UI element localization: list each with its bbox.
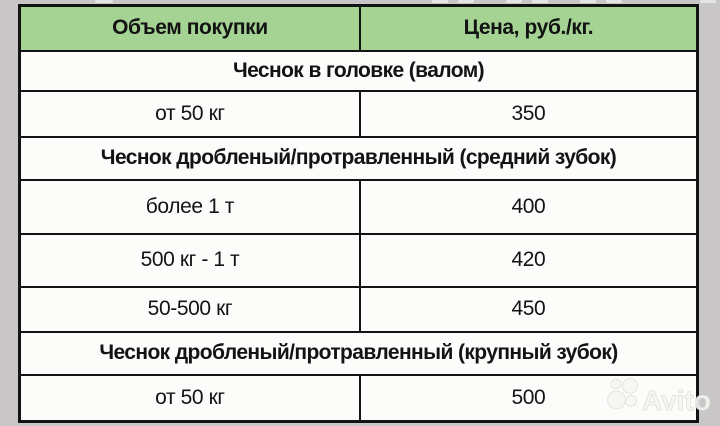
cutoff-text-artifact [432,0,448,3]
cutoff-text-artifact [532,0,548,3]
price-cell: 500 [360,375,698,422]
volume-cell: от 50 кг [20,375,360,422]
price-cell: 420 [360,234,698,287]
section-title: Чеснок дробленый/протравленный (средний зубок) [20,137,698,180]
price-table [18,4,699,423]
cutoff-text-artifact [458,0,474,3]
column-header-volume: Объем покупки [20,6,360,51]
price-cell: 450 [360,287,698,332]
section-title: Чеснок дробленый/протравленный (крупный зубок) [20,332,698,375]
table-row [20,234,698,287]
table-row [20,91,698,137]
column-header-price: Цена, руб./кг. [360,6,698,51]
avito-watermark-text: Avito [642,385,711,416]
section-title-row [20,137,698,180]
section-title: Чеснок в головке (валом) [20,51,698,91]
table-row [20,180,698,234]
cutoff-text-artifact [95,0,113,3]
section-title-row [20,51,698,91]
table-row [20,375,698,422]
table-row [20,287,698,332]
price-cell: 400 [360,180,698,234]
table-header-row [20,6,698,51]
section-title-row [20,332,698,375]
cutoff-text-artifact [606,0,622,3]
volume-cell: 500 кг - 1 т [20,234,360,287]
price-cell: 350 [360,91,698,137]
cutoff-text-artifact [506,0,522,3]
cutoff-text-artifact [700,0,716,3]
volume-cell: 50-500 кг [20,287,360,332]
volume-cell: от 50 кг [20,91,360,137]
volume-cell: более 1 т [20,180,360,234]
cutoff-text-artifact [580,0,596,3]
